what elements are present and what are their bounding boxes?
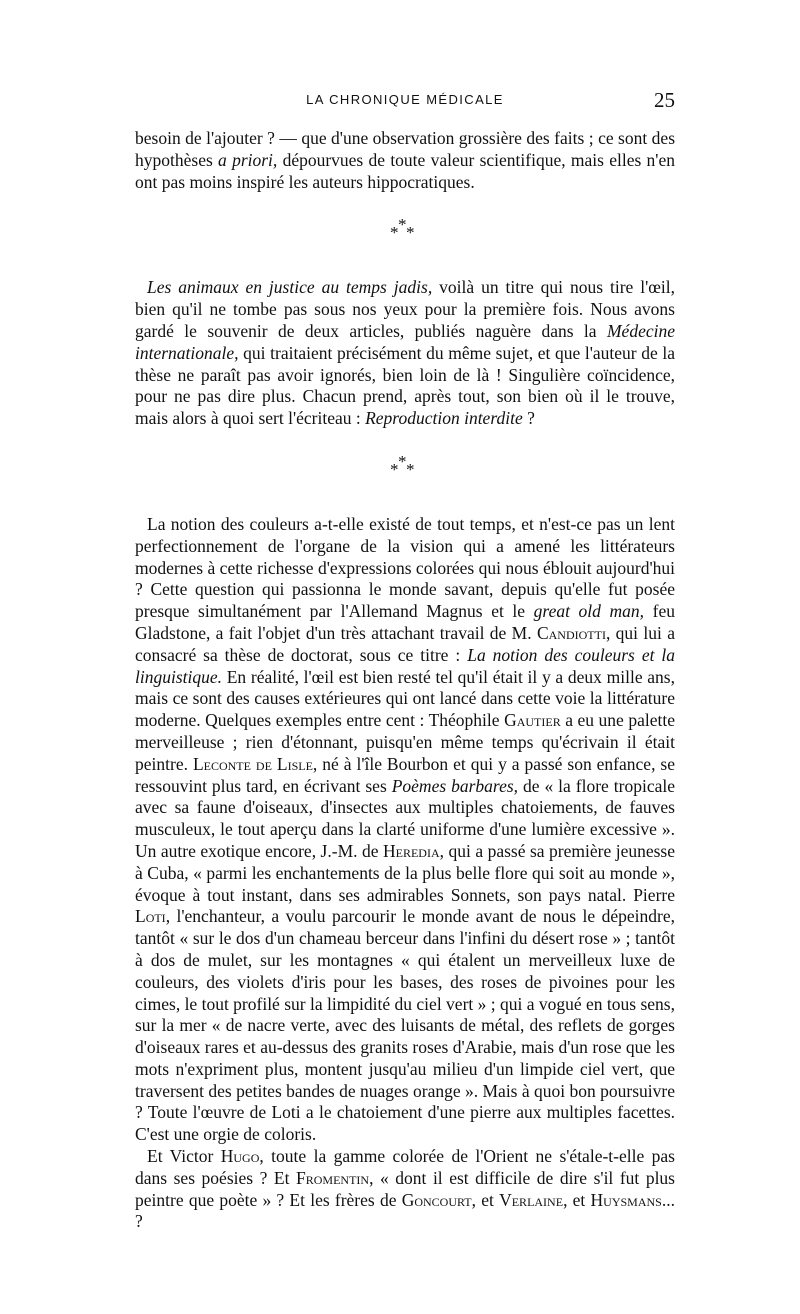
paragraph: besoin de l'ajouter ? — que d'une observation grossière des faits ; ce sont des hypothèses a priori, dépourvues de toute valeur scientifique, mais elles n'en ont pas moins inspiré les auteurs hippocratiques.	[135, 128, 675, 192]
asterism-separator: * * *	[390, 451, 415, 479]
paragraph: Les animaux en justice au temps jadis, voilà un titre qui nous tire l'œil, bien qu'il ne tombe pas sous nos yeux pour la première fois. Nous avons gardé le souvenir de deux articles, publiés naguère dans la Médecine internationale, qui traitaient précisément du même sujet, et que l'auteur de la thèse ne paraît pas avoir ignorés, bien loin de là ! Singulière coïncidence, pour ne pas dire plus. Chacun prend, après tout, son bien où il le trouve, mais alors à quoi sert l'écriteau : Reproduction interdite ?	[135, 277, 675, 429]
asterism-separator: * * *	[390, 215, 415, 243]
paragraph: Et Victor Hugo, toute la gamme colorée de l'Orient ne s'étale-t-elle pas dans ses poésies ? Et Fromentin, « dont il est difficile de dire s'il fut plus peintre que poète » ? Et les frères de Goncourt, et Verlaine, et Huysmans... ?	[135, 1146, 675, 1232]
body-text	[135, 128, 675, 1233]
page-number: 25	[654, 88, 675, 112]
paragraph: La notion des couleurs a-t-elle existé de tout temps, et n'est-ce pas un lent perfectionnement de l'organe de la vision qui a amené les littérateurs modernes à cette richesse d'expressions colorées qui nous éblouit aujourd'hui ? Cette question qui passionna le monde savant, depuis qu'elle fut posée presque simultanément par l'Allemand Magnus et le great old man, feu Gladstone, a fait l'objet d'un très attachant travail de M. Candiotti, qui lui a consacré sa thèse de doctorat, sous ce titre : La notion des couleurs et la linguistique. En réalité, l'œil est bien resté tel qu'il était il y a deux mille ans, mais ce sont des causes extérieures qui ont lancé dans cette voie la littérature moderne. Quelques exemples entre cent : Théophile Gautier a eu une palette merveilleuse ; rien d'étonnant, puisqu'en même temps qu'écrivain il était peintre. Leconte de Lisle, né à l'île Bourbon et qui y a passé son enfance, se ressouvint plus tard, en écrivant ses Poèmes barbares, de « la flore tropicale avec sa faune d'oiseaux, d'insectes aux multiples chatoiements, de fauves musculeux, le tout aperçu dans la clarté uniforme d'une lumière excessive ». Un autre exotique encore, J.-M. de Heredia, qui a passé sa première jeunesse à Cuba, « parmi les enchantements de la plus belle flore qui soit au monde », évoque à tout instant, dans ses admirables Sonnets, son pays natal. Pierre Loti, l'enchanteur, a voulu parcourir le monde avant de nous le dépeindre, tantôt « sur le dos d'un chameau berceur dans l'infini du désert rose » ; tantôt à dos de mulet, sur les montagnes « qui étalent un merveilleux luxe de couleurs, des violets d'iris pour les bases, des roses de pivoines pour les cimes, le tout profilé sur la limpidité du ciel vert » ; qui a vogué en tous sens, sur la mer « de nacre verte, avec des luisants de métal, des reflets de gorges d'oiseaux rares et au-dessus des granits roses d'Arabie, mais d'un rose que les mots n'expriment plus, montent jusqu'au milieu d'un limpide ciel vert, que traversent des petites bandes de nuages orange ». Mais à quoi bon poursuivre ? Toute l'œuvre de Loti a le chatoiement d'une pierre aux multiples facettes. C'est une orgie de coloris.	[135, 513, 676, 1145]
running-title: LA CHRONIQUE MÉDICALE	[306, 92, 504, 107]
running-head	[135, 88, 675, 120]
